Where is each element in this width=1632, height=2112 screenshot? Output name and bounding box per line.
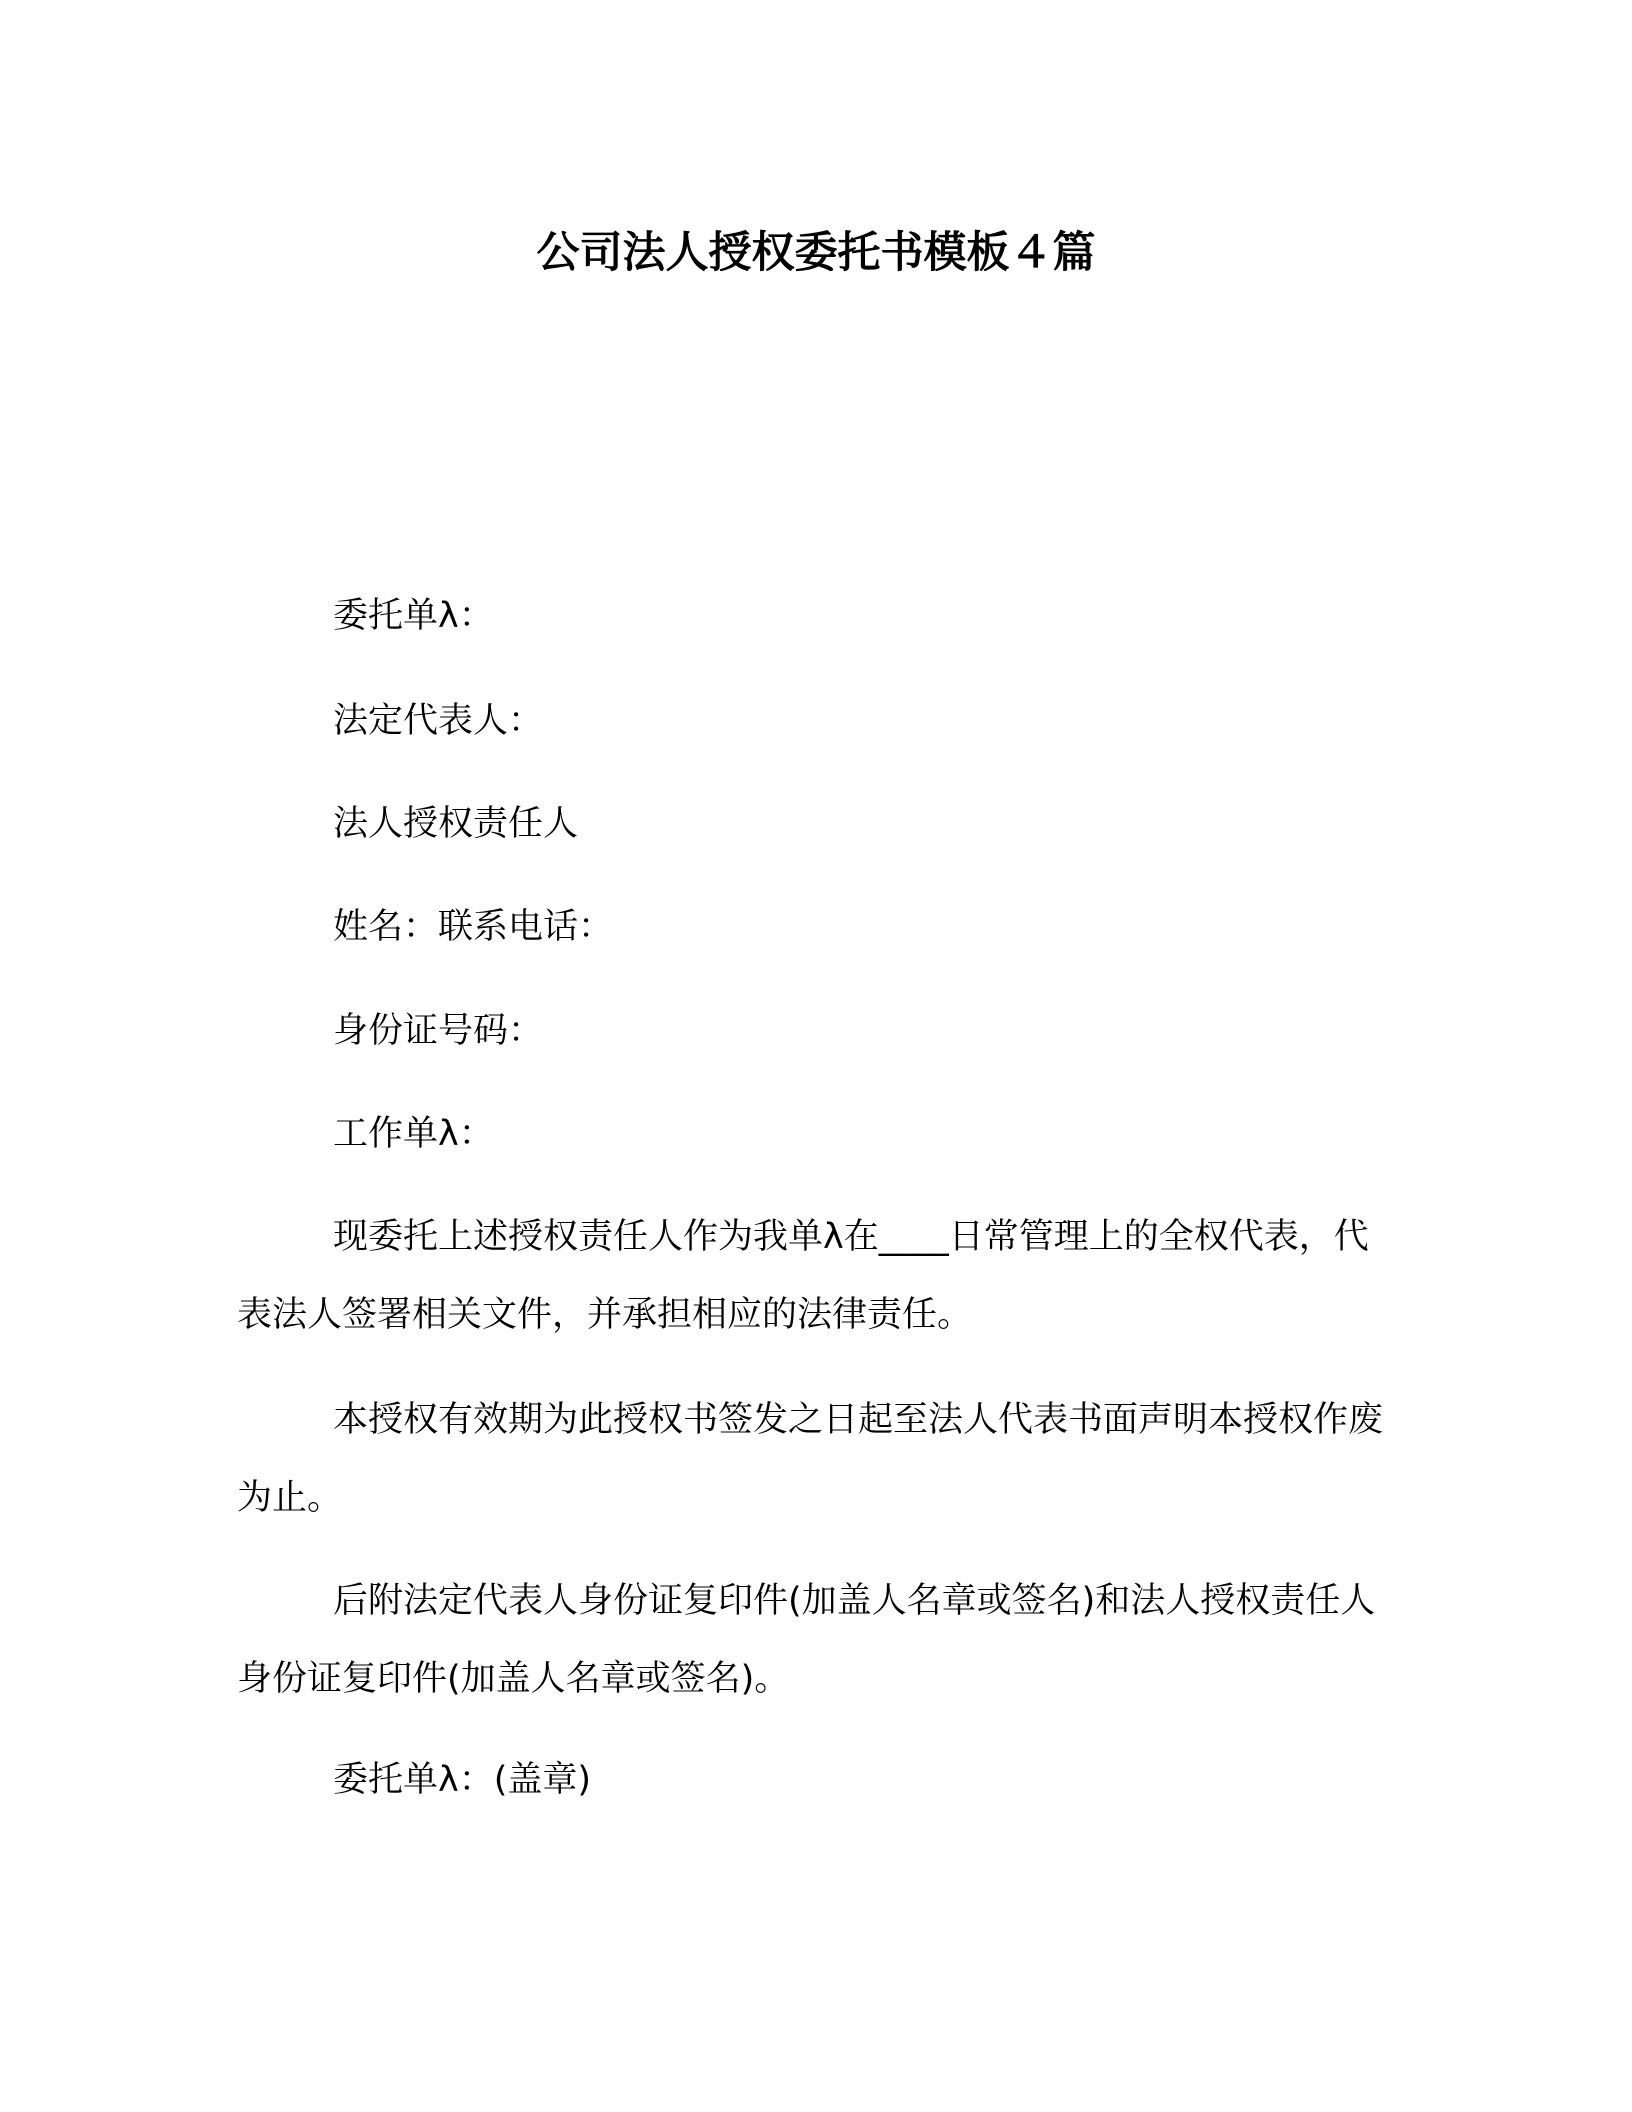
document-title: 公司法人授权委托书模板４篇 <box>536 228 1096 278</box>
validity-paragraph: 本授权有效期为此授权书签发之日起至法人代表书面声明本授权作废为止。 <box>237 1400 1384 1518</box>
work-unit-field: 工作单λ： <box>333 1114 494 1154</box>
name-phone-field: 姓名：联系电话： <box>333 907 614 947</box>
entrusting-unit-seal-field: 委托单λ：(盖章) <box>333 1760 592 1800</box>
entrusting-unit-field: 委托单λ： <box>333 596 494 636</box>
authorized-person-heading: 法人授权责任人 <box>333 804 579 844</box>
id-number-field: 身份证号码： <box>333 1011 544 1051</box>
authorization-paragraph: 现委托上述授权责任人作为我单λ在____日常管理上的全权代表，代表法人签署相关文件，并承担相应的法律责任。 <box>237 1217 1369 1335</box>
attachments-paragraph: 后附法定代表人身份证复印件(加盖人名章或签名)和法人授权责任人身份证复印件(加盖人名章或签名)。 <box>237 1581 1376 1699</box>
legal-representative-field: 法定代表人： <box>333 701 544 741</box>
